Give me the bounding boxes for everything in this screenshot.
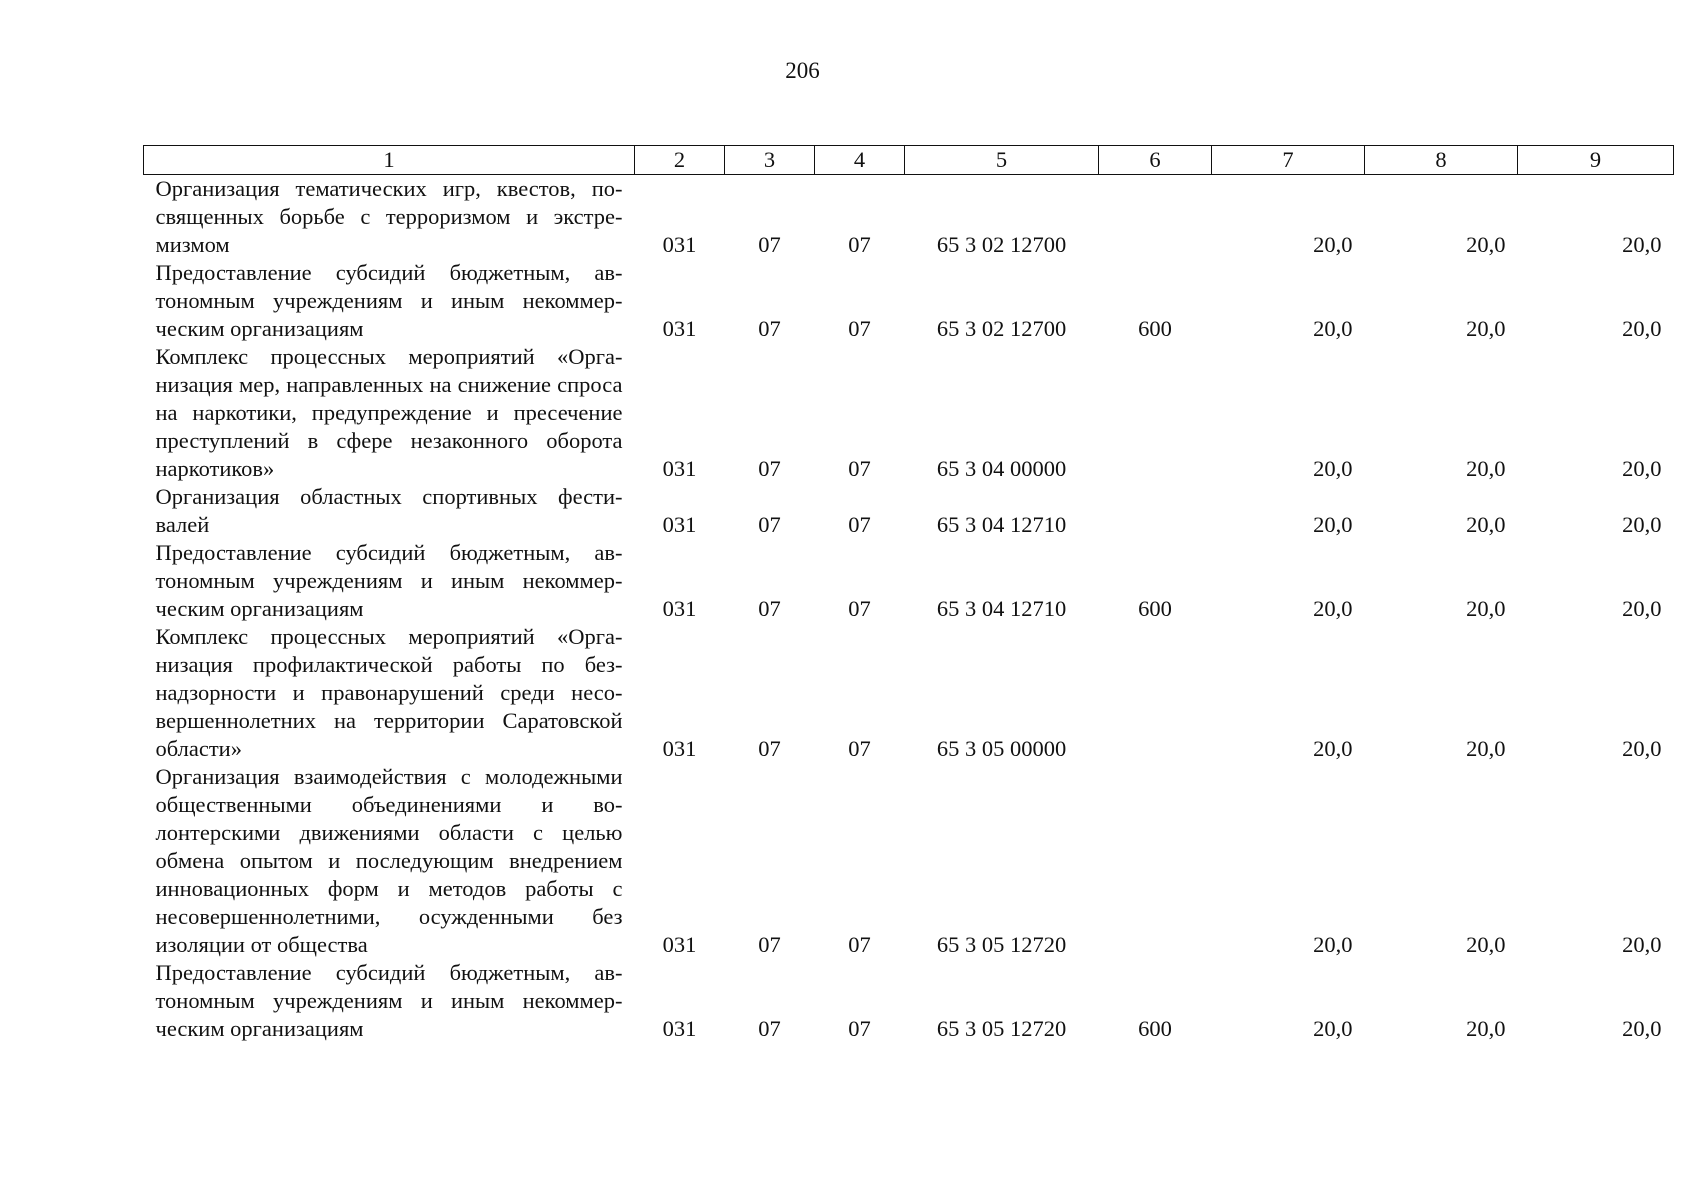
row-ved-code: 031	[662, 512, 697, 537]
row-ved-code: 031	[662, 456, 697, 481]
row-ved-code: 031	[662, 736, 697, 761]
row-ved-code: 031	[662, 1016, 697, 1041]
page-number: 206	[785, 58, 820, 83]
row-amount-2: 20,0	[1466, 456, 1506, 481]
row-subsection-code: 07	[848, 932, 871, 957]
row-name: Предоставление субсидий бюджетным, автономным учреждениям и иным некоммерческим организациям	[155, 260, 623, 341]
row-section-code: 07	[758, 316, 781, 341]
row-section-code: 07	[758, 596, 781, 621]
row-target-article-code: 65 3 04 12710	[936, 512, 1067, 537]
row-name: Предоставление субсидий бюджетным, автономным учреждениям и иным некоммерческим организациям	[155, 540, 623, 621]
row-expense-type-code	[1099, 483, 1212, 539]
row-amount-2: 20,0	[1466, 736, 1506, 761]
row-ved-code: 031	[662, 232, 697, 257]
row-name: Комплекс процессных мероприятий «Организация профилактической работы по безнадзорности и правонарушений среди несовершеннолетних на территории Саратовской области»	[155, 624, 623, 761]
row-section-code: 07	[758, 456, 781, 481]
row-subsection-code: 07	[848, 1016, 871, 1041]
row-target-article-code: 65 3 02 12700	[936, 316, 1067, 341]
row-subsection-code: 07	[848, 456, 871, 481]
row-expense-type-code: 600	[1138, 596, 1172, 621]
row-subsection-code: 07	[848, 596, 871, 621]
row-amount-2: 20,0	[1466, 596, 1506, 621]
column-header-6: 6	[1099, 146, 1212, 175]
row-amount-1: 20,0	[1313, 316, 1353, 341]
column-header-4: 4	[815, 146, 905, 175]
row-expense-type-code	[1099, 763, 1212, 959]
row-section-code: 07	[758, 1016, 781, 1041]
row-name: Организация тематических игр, квестов, посвященных борьбе с терроризмом и экстремизмом	[155, 176, 623, 257]
row-name: Организация областных спортивных фестивалей	[155, 484, 623, 537]
row-target-article-code: 65 3 05 00000	[936, 736, 1067, 761]
column-header-7: 7	[1212, 146, 1365, 175]
row-amount-1: 20,0	[1313, 736, 1353, 761]
table-header	[144, 146, 1674, 175]
row-amount-3: 20,0	[1622, 512, 1662, 537]
table-row	[144, 175, 1674, 260]
row-amount-3: 20,0	[1622, 1016, 1662, 1041]
row-target-article-code: 65 3 04 12710	[936, 596, 1067, 621]
row-section-code: 07	[758, 232, 781, 257]
table-row	[144, 343, 1674, 483]
table-row	[144, 483, 1674, 539]
row-section-code: 07	[758, 932, 781, 957]
row-subsection-code: 07	[848, 316, 871, 341]
table-row	[144, 763, 1674, 959]
row-amount-3: 20,0	[1622, 456, 1662, 481]
table-row	[144, 959, 1674, 1043]
row-expense-type-code	[1099, 343, 1212, 483]
row-amount-3: 20,0	[1622, 232, 1662, 257]
row-name: Комплекс процессных мероприятий «Организация мер, направленных на снижение спроса на наркотики, предупреждение и пресечение преступлений в сфере незаконного оборота наркотиков»	[155, 344, 623, 481]
row-amount-2: 20,0	[1466, 932, 1506, 957]
row-ved-code: 031	[662, 596, 697, 621]
table-row	[144, 259, 1674, 343]
row-name: Предоставление субсидий бюджетным, автономным учреждениям и иным некоммерческим организациям	[155, 960, 623, 1041]
table-row	[144, 539, 1674, 623]
header-row	[144, 146, 1674, 175]
row-expense-type-code: 600	[1138, 316, 1172, 341]
row-amount-1: 20,0	[1313, 456, 1353, 481]
row-amount-3: 20,0	[1622, 736, 1662, 761]
column-header-9: 9	[1518, 146, 1674, 175]
column-header-1: 1	[144, 146, 635, 175]
row-expense-type-code: 600	[1138, 1016, 1172, 1041]
row-section-code: 07	[758, 512, 781, 537]
row-section-code: 07	[758, 736, 781, 761]
row-ved-code: 031	[662, 316, 697, 341]
row-amount-2: 20,0	[1466, 232, 1506, 257]
column-header-8: 8	[1365, 146, 1518, 175]
row-amount-1: 20,0	[1313, 932, 1353, 957]
row-subsection-code: 07	[848, 736, 871, 761]
row-amount-1: 20,0	[1313, 596, 1353, 621]
row-amount-3: 20,0	[1622, 596, 1662, 621]
row-amount-1: 20,0	[1313, 1016, 1353, 1041]
row-amount-3: 20,0	[1622, 316, 1662, 341]
row-target-article-code: 65 3 04 00000	[936, 456, 1067, 481]
row-amount-2: 20,0	[1466, 316, 1506, 341]
row-target-article-code: 65 3 05 12720	[936, 932, 1067, 957]
row-expense-type-code	[1099, 175, 1212, 260]
budget-table	[143, 145, 1674, 1043]
column-header-3: 3	[725, 146, 815, 175]
row-amount-2: 20,0	[1466, 1016, 1506, 1041]
column-header-2: 2	[635, 146, 725, 175]
row-amount-2: 20,0	[1466, 512, 1506, 537]
row-ved-code: 031	[662, 932, 697, 957]
row-name: Организация взаимодействия с молодежными общественными объединениями и волонтерскими движениями области с целью обмена опытом и последующим внедрением инновационных форм и методов работы с несовершеннолетними, осужденными без изоляции от общества	[155, 764, 623, 957]
row-subsection-code: 07	[848, 512, 871, 537]
row-expense-type-code	[1099, 623, 1212, 763]
row-target-article-code: 65 3 02 12700	[936, 232, 1067, 257]
table-row	[144, 623, 1674, 763]
row-amount-1: 20,0	[1313, 512, 1353, 537]
row-amount-1: 20,0	[1313, 232, 1353, 257]
row-subsection-code: 07	[848, 232, 871, 257]
row-amount-3: 20,0	[1622, 932, 1662, 957]
table-body	[144, 175, 1674, 1044]
column-header-5: 5	[905, 146, 1099, 175]
row-target-article-code: 65 3 05 12720	[936, 1016, 1067, 1041]
